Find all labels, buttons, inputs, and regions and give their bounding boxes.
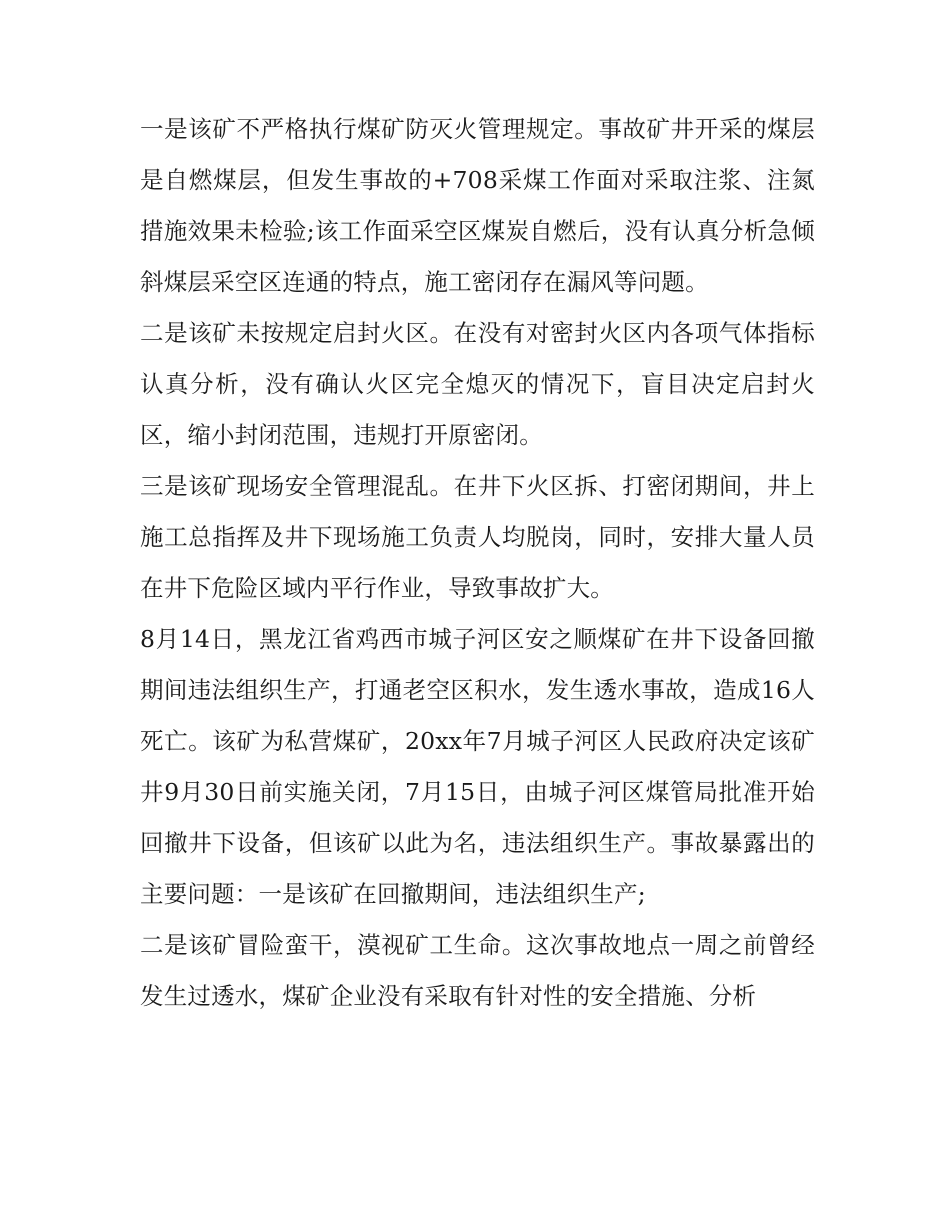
document-page: [140, 104, 815, 1022]
paragraph-fire-zone-unsealing: 二是该矿未按规定启封火区。在没有对密封火区内各项气体指标认真分析，没有确认火区完全熄灭的情况下，盲目决定启封火区，缩小封闭范围，违规打开原密闭。: [140, 319, 815, 449]
paragraph-fire-management: 一是该矿不严格执行煤矿防灭火管理规定。事故矿井开采的煤层是自燃煤层，但发生事故的+708采煤工作面对采取注浆、注氮措施效果未检验;该工作面采空区煤炭自燃后，没有认真分析急倾斜煤层采空区连通的特点，施工密闭存在漏风等问题。: [140, 115, 815, 296]
paragraph-reckless-operation: 二是该矿冒险蛮干，漠视矿工生命。这次事故地点一周之前曾经发生过透水，煤矿企业没有采取有针对性的安全措施、分析: [140, 931, 815, 1010]
paragraph-water-inrush-accident: 8月14日，黑龙江省鸡西市城子河区安之顺煤矿在井下设备回撤期间违法组织生产，打通老空区积水，发生透水事故，造成16人死亡。该矿为私营煤矿，20xx年7月城子河区人民政府决定该矿井9月30日前实施关闭，7月15日，由城子河区煤管局批准开始回撤井下设备，但该矿以此为名，违法组织生产。事故暴露出的主要问题：一是该矿在回撤期间，违法组织生产;: [140, 625, 815, 908]
paragraph-site-management: 三是该矿现场安全管理混乱。在井下火区拆、打密闭期间，井上施工总指挥及井下现场施工负责人均脱岗，同时，安排大量人员在井下危险区域内平行作业，导致事故扩大。: [140, 472, 815, 602]
